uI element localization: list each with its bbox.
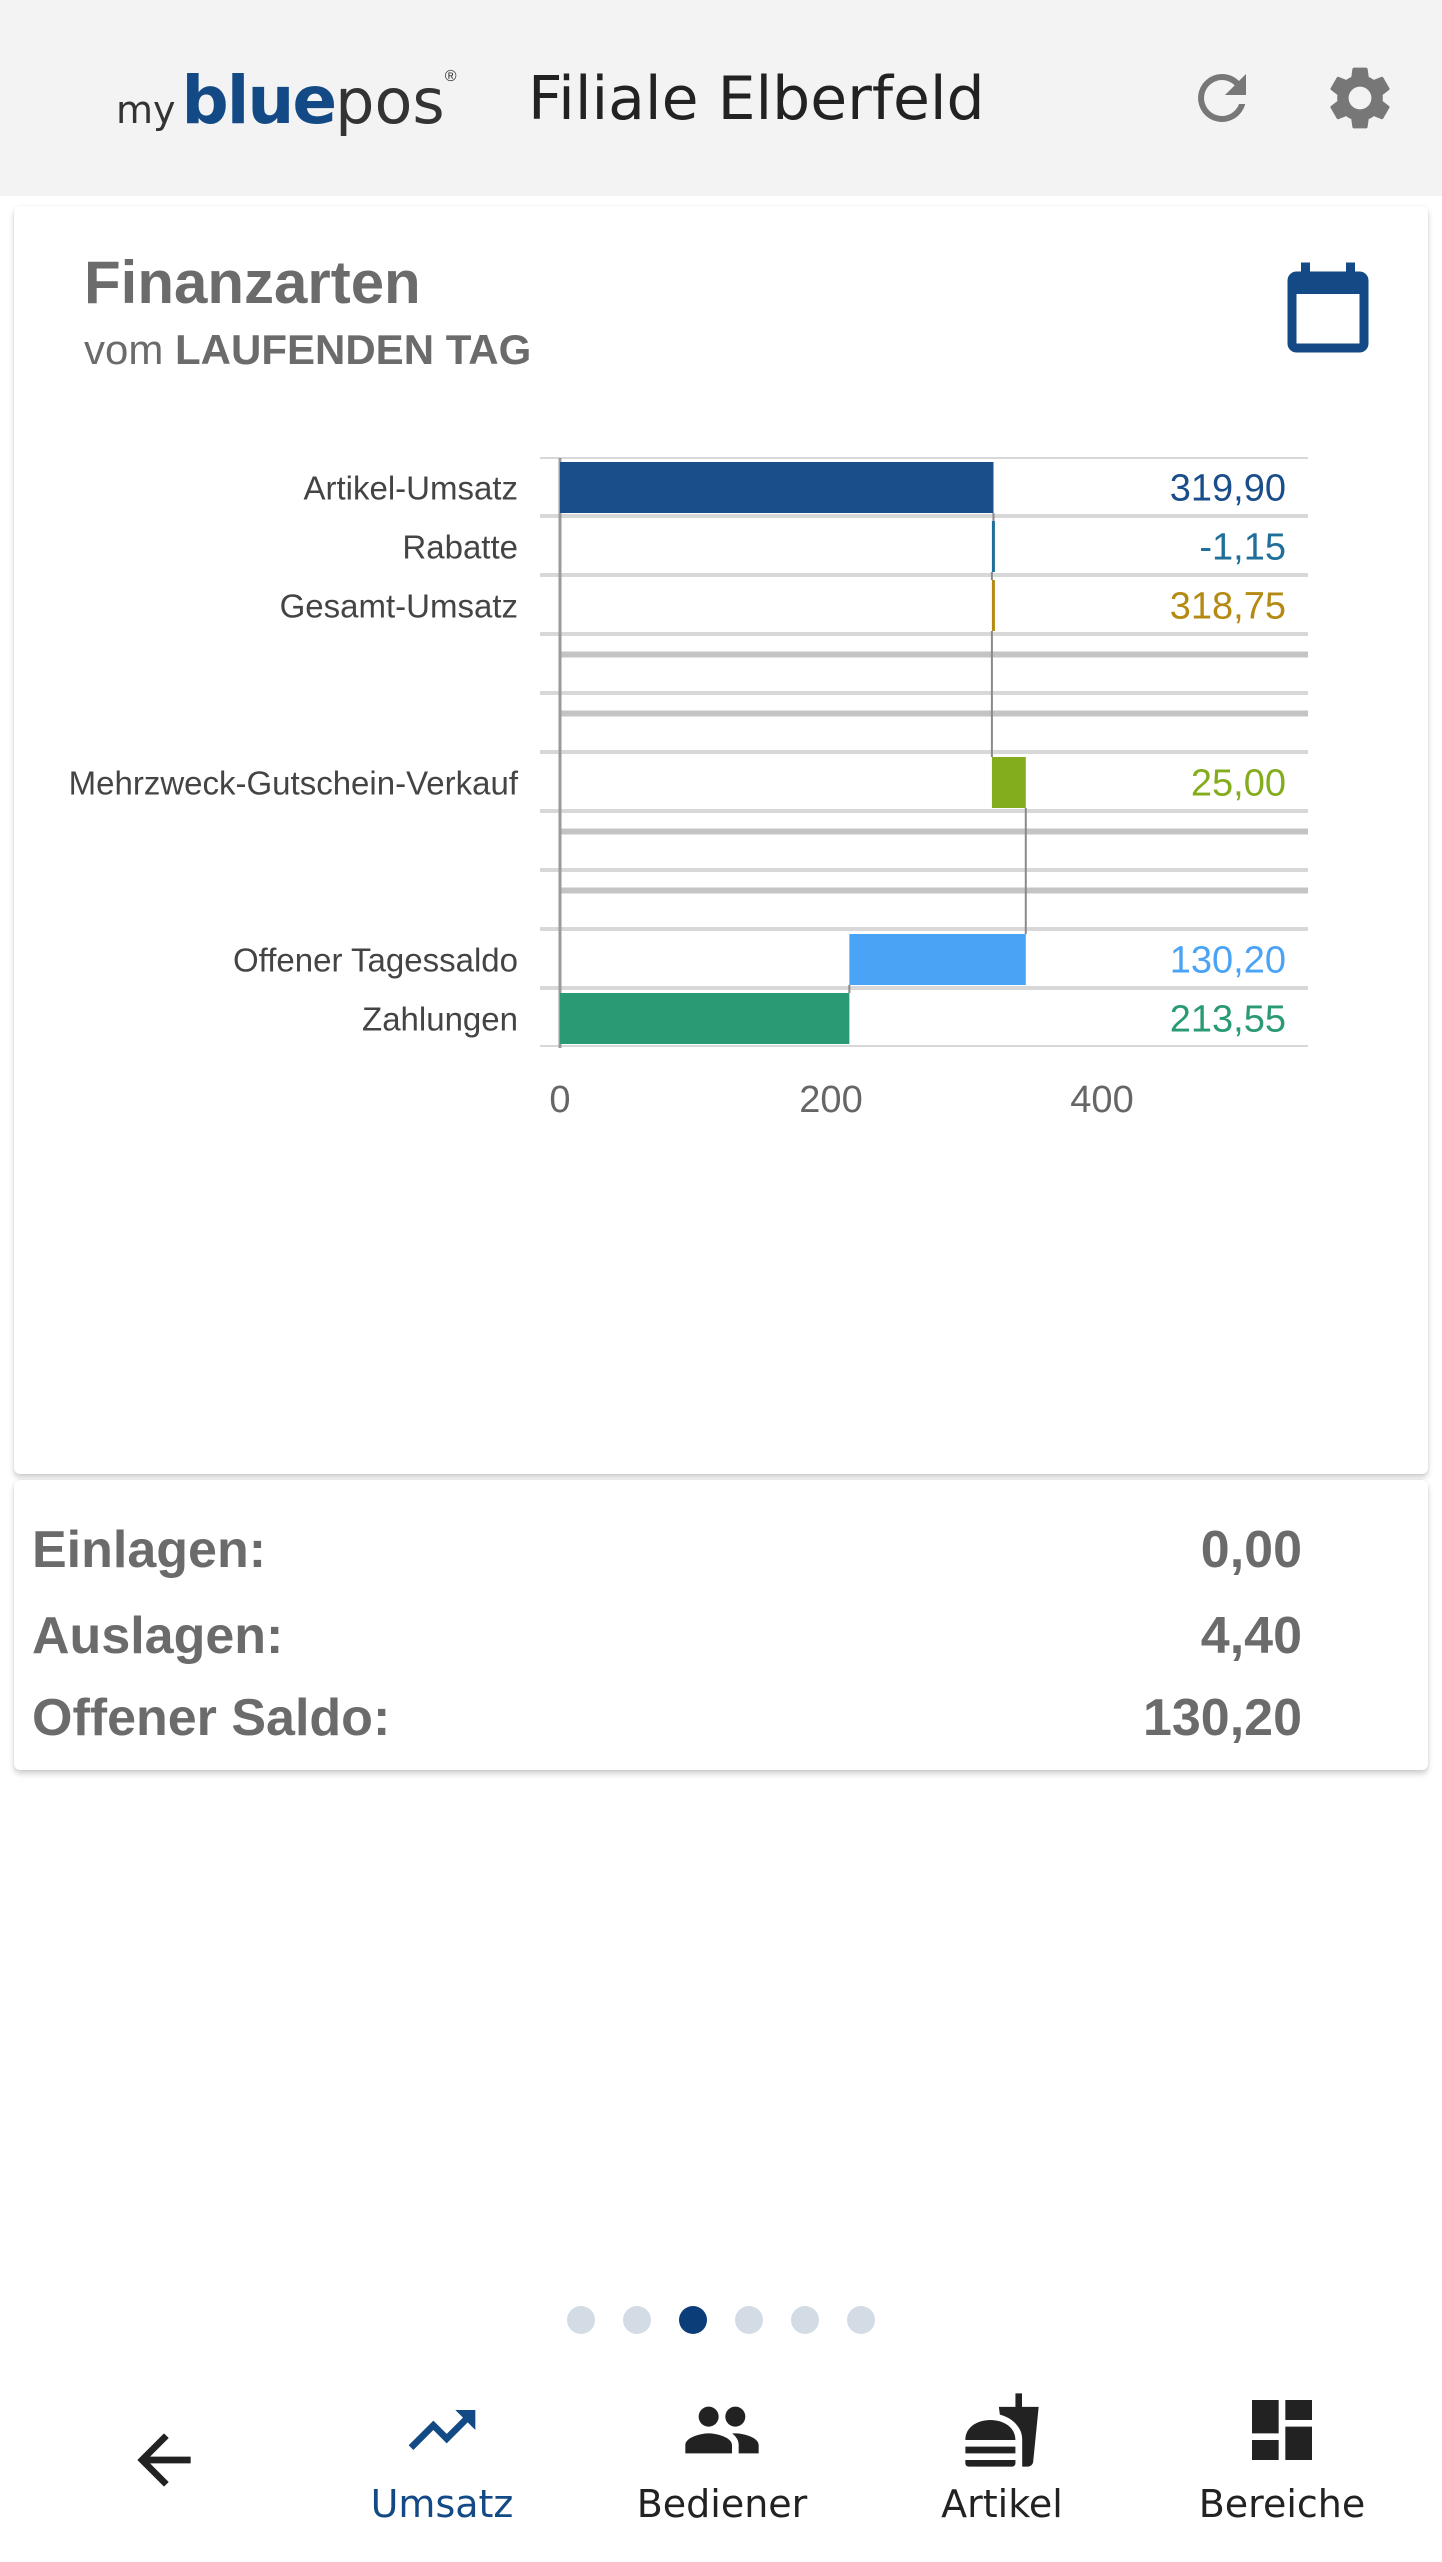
summary-label: Auslagen: (32, 1607, 284, 1665)
page-dot[interactable] (847, 2306, 875, 2334)
nav-label: Umsatz (370, 2482, 514, 2526)
data-label: -1,15 (1199, 526, 1286, 569)
logo-my: my (116, 88, 176, 132)
bottom-navigation (0, 2380, 1442, 2562)
fastfood-icon (962, 2390, 1042, 2470)
logo-reg: ® (444, 68, 457, 85)
page-dot[interactable] (623, 2306, 651, 2334)
nav-bereiche[interactable] (1172, 2390, 1392, 2550)
branch-title: Filiale Elberfeld (528, 64, 985, 134)
subtitle-period: LAUFENDEN TAG (175, 326, 532, 373)
summary-value: 0,00 (1200, 1521, 1302, 1579)
category-label: Offener Tagessaldo (233, 941, 518, 979)
waterfall-chart (14, 206, 1428, 1474)
nav-label: Bereiche (1198, 2482, 1366, 2526)
data-label: 25,00 (1190, 762, 1286, 805)
logo-blue: blue (181, 62, 336, 139)
refresh-icon[interactable] (1186, 62, 1258, 134)
summary-row-offener-saldo (32, 1688, 1302, 1748)
subtitle-prefix: vom (84, 326, 164, 373)
data-label: 130,20 (1169, 939, 1286, 982)
summary-row-einlagen (32, 1520, 1302, 1580)
summary-row-auslagen (32, 1606, 1302, 1666)
data-label: 318,75 (1169, 585, 1286, 628)
nav-label: Artikel (941, 2482, 1063, 2526)
nav-umsatz[interactable] (332, 2390, 552, 2550)
nav-label: Bediener (636, 2482, 808, 2526)
data-label: 319,90 (1169, 467, 1286, 510)
page-indicator (0, 2306, 1442, 2334)
category-label: Rabatte (402, 528, 518, 566)
bar-1 (992, 521, 995, 572)
category-label: Gesamt-Umsatz (279, 587, 518, 625)
nav-artikel[interactable] (892, 2390, 1112, 2550)
trending-up-icon (402, 2390, 482, 2470)
summary-card (14, 1480, 1428, 1770)
x-tick-label: 0 (549, 1079, 571, 1121)
category-label: Artikel-Umsatz (303, 469, 518, 507)
category-label: Zahlungen (362, 1000, 518, 1038)
people-icon (682, 2390, 762, 2470)
gear-icon[interactable] (1322, 60, 1398, 136)
summary-value: 130,20 (1142, 1689, 1302, 1747)
x-tick-label: 400 (1070, 1079, 1134, 1121)
logo-pos: pos (335, 65, 445, 138)
card-title: Finanzarten (84, 249, 421, 316)
data-label: 213,55 (1169, 998, 1286, 1041)
dashboard-icon (1242, 2390, 1322, 2470)
bar-0 (560, 462, 993, 513)
bar-8 (849, 934, 1025, 985)
app-header (0, 0, 1442, 196)
arrow-back-icon[interactable] (124, 2420, 204, 2500)
bar-9 (560, 993, 849, 1044)
bar-5 (992, 757, 1026, 808)
mybluepos-logo (116, 62, 457, 142)
summary-label: Offener Saldo: (32, 1689, 391, 1747)
bar-2 (992, 580, 995, 631)
summary-label: Einlagen: (32, 1521, 267, 1579)
nav-bediener[interactable] (612, 2390, 832, 2550)
finance-chart-card (14, 206, 1428, 1474)
category-label: Mehrzweck-Gutschein-Verkauf (68, 764, 518, 802)
page-dot-active[interactable] (679, 2306, 707, 2334)
x-tick-label: 200 (799, 1079, 863, 1121)
page-dot[interactable] (567, 2306, 595, 2334)
summary-value: 4,40 (1200, 1607, 1302, 1665)
page-dot[interactable] (735, 2306, 763, 2334)
page-dot[interactable] (791, 2306, 819, 2334)
